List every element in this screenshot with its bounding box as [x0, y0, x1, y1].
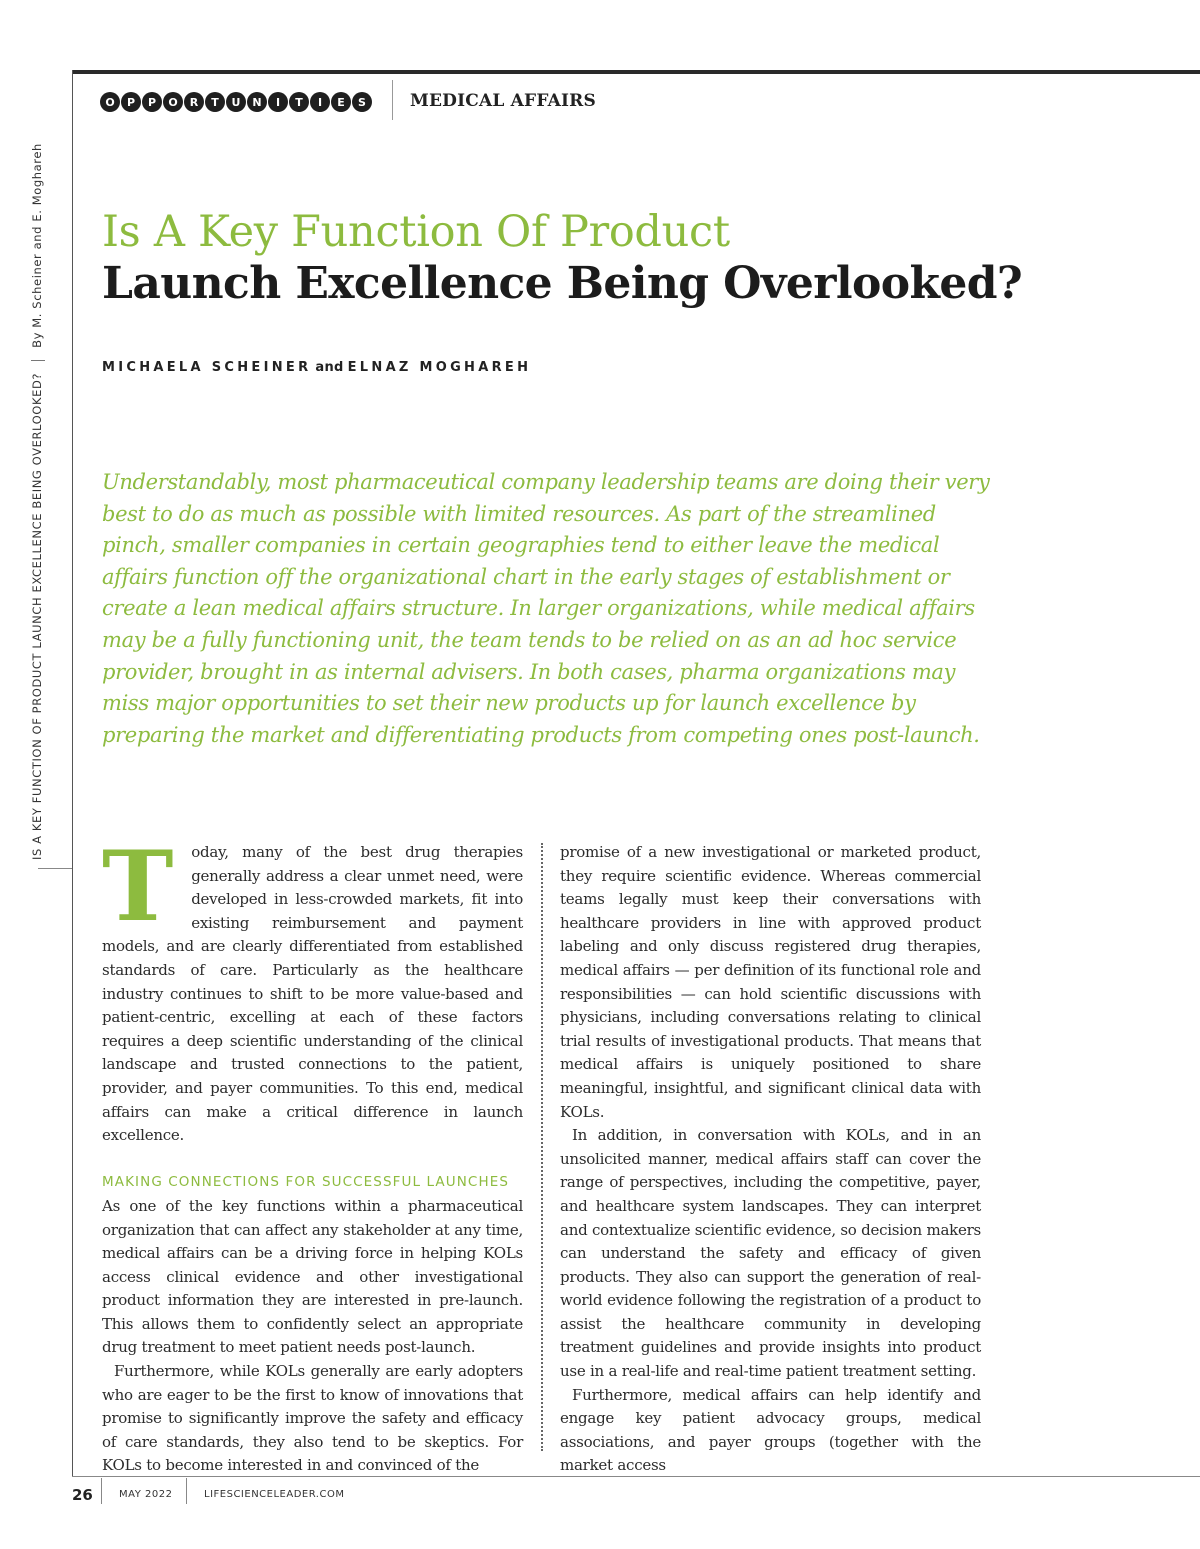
section-name: MEDICAL AFFAIRS [410, 91, 596, 111]
section-divider [392, 80, 393, 120]
body-paragraph: In addition, in conversation with KOLs, and in an unsolicited manner, medical affairs staff can cover the range of perspectives, including the competitive, payer, and healthcare system landscapes. They can interpret and contextualize scientific evidence, so decision makers can understand the safety and efficacy of given products. They also can support the generation of real-world evidence following the registration of a product to assist the healthcare community in developing treatment guidelines and provide insights into product use in a real-life and real-time patient treatment setting. [560, 1126, 981, 1381]
body-column-right [560, 841, 981, 1478]
letter-circle: P [142, 92, 162, 112]
article-title-line-1: Is A Key Function Of Product [102, 207, 730, 257]
side-separator [31, 360, 45, 361]
page-number: 26 [72, 1486, 93, 1504]
website-link[interactable]: LIFESCIENCELEADER.COM [204, 1489, 345, 1500]
side-running-head [30, 143, 45, 860]
author-join: and [315, 360, 344, 375]
letter-circle: O [100, 92, 120, 112]
letter-circle: I [310, 92, 330, 112]
body-paragraph: promise of a new investigational or marketed product, they require scientific evidence. Whereas commercial teams legally must keep their conversations with healthcare providers in line with approved product labeling and only discuss registered drug therapies, medical affairs — per definition of its functional role and responsibilities — can hold scientific discussions with physicians, including conversations relating to clinical trial results of investigational products. That means that medical affairs is uniquely positioned to share meaningful, insightful, and significant clinical data with KOLs. [560, 843, 981, 1121]
top-rule [72, 70, 1200, 74]
article-title-line-2: Launch Excellence Being Overlooked? [102, 258, 1023, 309]
side-title: IS A KEY FUNCTION OF PRODUCT LAUNCH EXCELLENCE BEING OVERLOOKED? [30, 372, 44, 860]
opportunities-label [100, 92, 372, 112]
letter-circle: T [289, 92, 309, 112]
column-divider [541, 843, 543, 1451]
body-paragraph [102, 830, 523, 1148]
letter-circle: E [331, 92, 351, 112]
drop-cap: T [102, 830, 174, 943]
section-header [100, 90, 372, 114]
letter-circle: S [352, 92, 372, 112]
left-margin-rule [72, 70, 73, 1476]
letter-circle: I [268, 92, 288, 112]
article-deck: Understandably, most pharmaceutical company leadership teams are doing their very best to do as much as possible with limited resources. As part of the streamlined pinch, smaller companies in certain geographies tend to either leave the medical affairs function off the organizational chart in the early stages of establishment or create a lean medical affairs structure. In larger organizations, while medical affairs may be a fully functioning unit, the team tends to be relied on as an ad hoc service provider, brought in as internal advisers. In both cases, pharma organizations may miss major opportunities to set their new products up for launch excellence by preparing the market and differentiating products from competing ones post-launch. [102, 470, 990, 747]
footer-separator [101, 1478, 102, 1504]
body-paragraph: As one of the key functions within a pharmaceutical organization that can affect any stakeholder at any time, medical affairs can be a driving force in helping KOLs access clinical evidence and other investigational product information they are interested in pre-launch. This allows them to confidently select an appropriate drug treatment to meet patient needs post-launch. [102, 1196, 523, 1357]
letter-circle: N [247, 92, 267, 112]
body-paragraph: Furthermore, medical affairs can help identify and engage key patient advocacy groups, medical associations, and payer groups (together with the market access [560, 1385, 981, 1475]
side-byline: By M. Scheiner and E. Moghareh [30, 143, 44, 348]
byline [102, 360, 531, 375]
footer-separator [186, 1478, 187, 1504]
body-paragraph: Furthermore, while KOLs generally are early adopters who are eager to be the first to know of innovations that promise to significantly improve the safety and efficacy of care standards, they also tend to be skeptics. For KOLs to become interested in and convinced of the [102, 1362, 523, 1475]
subhead: MAKING CONNECTIONS FOR SUCCESSFUL LAUNCHES [102, 1174, 510, 1191]
letter-circle: O [163, 92, 183, 112]
letter-circle: R [184, 92, 204, 112]
letter-circle: T [205, 92, 225, 112]
letter-circle: P [121, 92, 141, 112]
author-name: ELNAZ MOGHAREH [347, 360, 532, 375]
letter-circle: U [226, 92, 246, 112]
author-name: MICHAELA SCHEINER [102, 360, 312, 375]
paragraph-text: oday, many of the best drug therapies generally address a clear unmet need, were developed in less-crowded markets, fit into existing reimbursement and payment models, and are clearly differentiated from established standards of care. Particularly as the healthcare industry continues to shift to be more value-based and patient-centric, excelling at each of these factors requires a deep scientific understanding of the clinical landscape and trusted connections to the patient, provider, and payer communities. To this end, medical affairs can make a critical difference in launch excellence. [102, 843, 523, 1145]
body-column-left [102, 830, 523, 1478]
issue-date: MAY 2022 [119, 1489, 173, 1500]
side-tick-rule [38, 868, 72, 869]
